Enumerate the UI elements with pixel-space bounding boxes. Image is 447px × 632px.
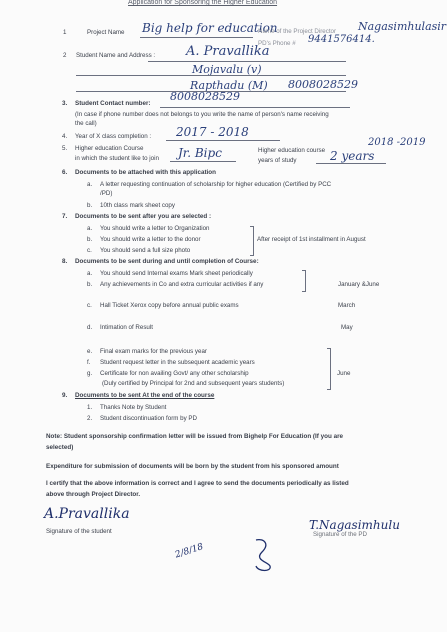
docs-end-heading: Documents to be sent At the end of the course xyxy=(75,392,215,399)
pd-phone-value: 9441576414. xyxy=(308,34,375,45)
docs-selected-c-label: c. xyxy=(87,247,92,254)
brace-course-efg xyxy=(327,348,331,390)
docs-attach-b-text: 10th class mark sheet copy xyxy=(100,202,175,209)
higher-ed-years-label-1: Higher education course xyxy=(258,147,326,154)
docs-course-g-text: Certificate for non availing Govt/ any other scholarship xyxy=(100,370,249,377)
project-director-label: Name of the Project Director xyxy=(258,28,337,35)
docs-selected-c-text: You should send a full size photo xyxy=(100,247,191,254)
project-director-value: Nagasimhulasir xyxy=(358,20,447,33)
contact-label: Student Contact number: xyxy=(75,100,151,107)
brace-course-ab xyxy=(302,270,306,292)
item-number-9: 9. xyxy=(62,392,68,399)
docs-end-2-text: Student discontinuation form by PD xyxy=(100,415,197,422)
docs-course-f-text: Student request letter in the subsequent academic years xyxy=(100,359,255,366)
item-number-8: 8. xyxy=(62,258,68,265)
higher-ed-value: Jr. Bipc xyxy=(178,146,222,160)
docs-attach-a-text-2: /PD) xyxy=(100,190,113,197)
note-line-2: selected) xyxy=(46,444,74,451)
docs-attach-a-label: a. xyxy=(87,181,93,188)
docs-course-b-when: January &June xyxy=(338,281,380,288)
contact-value: 8008028529 xyxy=(170,90,240,103)
docs-attach-a-text-1: A letter requesting continuation of scholarship for higher education (Certified by PCC xyxy=(100,181,332,188)
expenditure-note: Expenditure for submission of documents will be born by the student from his sponsored amount xyxy=(46,463,339,470)
docs-selected-a-text: You should write a letter to Organization xyxy=(100,225,210,232)
stamp-date: 2/8/18 xyxy=(174,542,205,561)
docs-end-1-text: Thanks Note by Student xyxy=(100,404,167,411)
docs-course-e-text: Final exam marks for the previous year xyxy=(100,348,207,355)
pd-phone-label: PD's Phone # xyxy=(258,40,296,47)
higher-ed-years-label-2: years of study xyxy=(258,157,297,164)
higher-ed-label-2: in which the student like to join xyxy=(75,155,159,162)
higher-ed-label-1: Higher education Course xyxy=(75,145,144,152)
docs-course-a-text: You should send Internal exams Mark sheet periodically xyxy=(100,270,253,277)
docs-selected-a-label: a. xyxy=(87,225,93,232)
student-signature-label: Signature of the student xyxy=(46,528,112,535)
docs-selected-b-label: b. xyxy=(87,236,93,243)
docs-course-b-label: b. xyxy=(87,281,93,288)
certify-line-2: above through Project Director. xyxy=(46,491,141,498)
pd-signature-label: Signature of the PD xyxy=(313,531,368,538)
student-name-value: A. Pravallika xyxy=(186,44,270,59)
year-x-label: Year of X class completion : xyxy=(75,133,152,140)
pd-signature: T.Nagasimhulu xyxy=(309,518,400,532)
docs-course-a-label: a. xyxy=(87,270,93,277)
item-number-3: 3. xyxy=(62,100,68,107)
higher-ed-years-range: 2018 -2019 xyxy=(368,137,426,148)
docs-course-heading: Documents to be sent during and until completion of Course: xyxy=(75,258,259,265)
student-signature: A.Pravallika xyxy=(44,506,130,522)
item-number-6: 6. xyxy=(62,169,68,176)
docs-course-d-when: May xyxy=(341,324,353,331)
docs-course-g-label: g. xyxy=(87,370,93,377)
docs-selected-heading: Documents to be sent after you are selected : xyxy=(75,213,212,220)
contact-note-line-1: (In case if phone number does not belongs to you write the name of person's name receiving xyxy=(75,111,329,118)
docs-course-efg-when: June xyxy=(337,370,351,377)
student-address-phone: 8008028529 xyxy=(288,78,358,91)
student-address-line-1: Mojavalu (v) xyxy=(192,63,262,76)
docs-course-c-label: c. xyxy=(87,302,92,309)
docs-course-g-text-2: (Duly certified by Principal for 2nd and subsequent years students) xyxy=(102,380,285,387)
contact-note-line-2: the call) xyxy=(75,120,97,127)
form-title: Application for Sponsoring the Higher Education xyxy=(128,0,278,6)
item-number-2: 2 xyxy=(63,52,67,59)
docs-course-e-label: e. xyxy=(87,348,93,355)
docs-course-b-text: Any achievements in Co and extra curricular activities if any xyxy=(100,281,264,288)
docs-attach-b-label: b. xyxy=(87,202,93,209)
docs-end-2-label: 2. xyxy=(87,415,93,422)
certify-line-1: I certify that the above information is correct and I agree to send the documents periodically as listed xyxy=(46,480,349,487)
initials-mark xyxy=(250,536,276,576)
docs-course-f-label: f. xyxy=(87,359,91,366)
docs-end-1-label: 1. xyxy=(87,404,93,411)
docs-selected-note: After receipt of 1st installment in August xyxy=(257,236,366,243)
year-x-value: 2017 - 2018 xyxy=(176,125,249,139)
docs-course-c-text: Hall Ticket Xerox copy before annual public exams xyxy=(100,302,239,309)
docs-attach-heading: Documents to be attached with this application xyxy=(75,169,216,176)
higher-ed-years-value: 2 years xyxy=(330,149,375,163)
item-number-5: 5. xyxy=(62,145,68,152)
docs-selected-b-text: You should write a letter to the donor xyxy=(100,236,201,243)
docs-course-c-when: March xyxy=(338,302,356,309)
student-address-line-2: Rapthadu (M) xyxy=(190,79,268,92)
note-line-1: Note: Student sponsorship confirmation letter will be issued from Bighelp For Education (If you are xyxy=(46,433,344,440)
docs-course-d-text: Intimation of Result xyxy=(100,324,153,331)
student-name-address-label: Student Name and Address : xyxy=(76,52,156,59)
project-name-value: Big help for education xyxy=(142,21,278,35)
item-number-7: 7. xyxy=(62,213,68,220)
docs-course-d-label: d. xyxy=(87,324,93,331)
item-number-1: 1 xyxy=(63,29,67,36)
project-name-label: Project Name xyxy=(87,29,125,36)
brace-selected xyxy=(250,226,254,256)
item-number-4: 4. xyxy=(62,133,68,140)
